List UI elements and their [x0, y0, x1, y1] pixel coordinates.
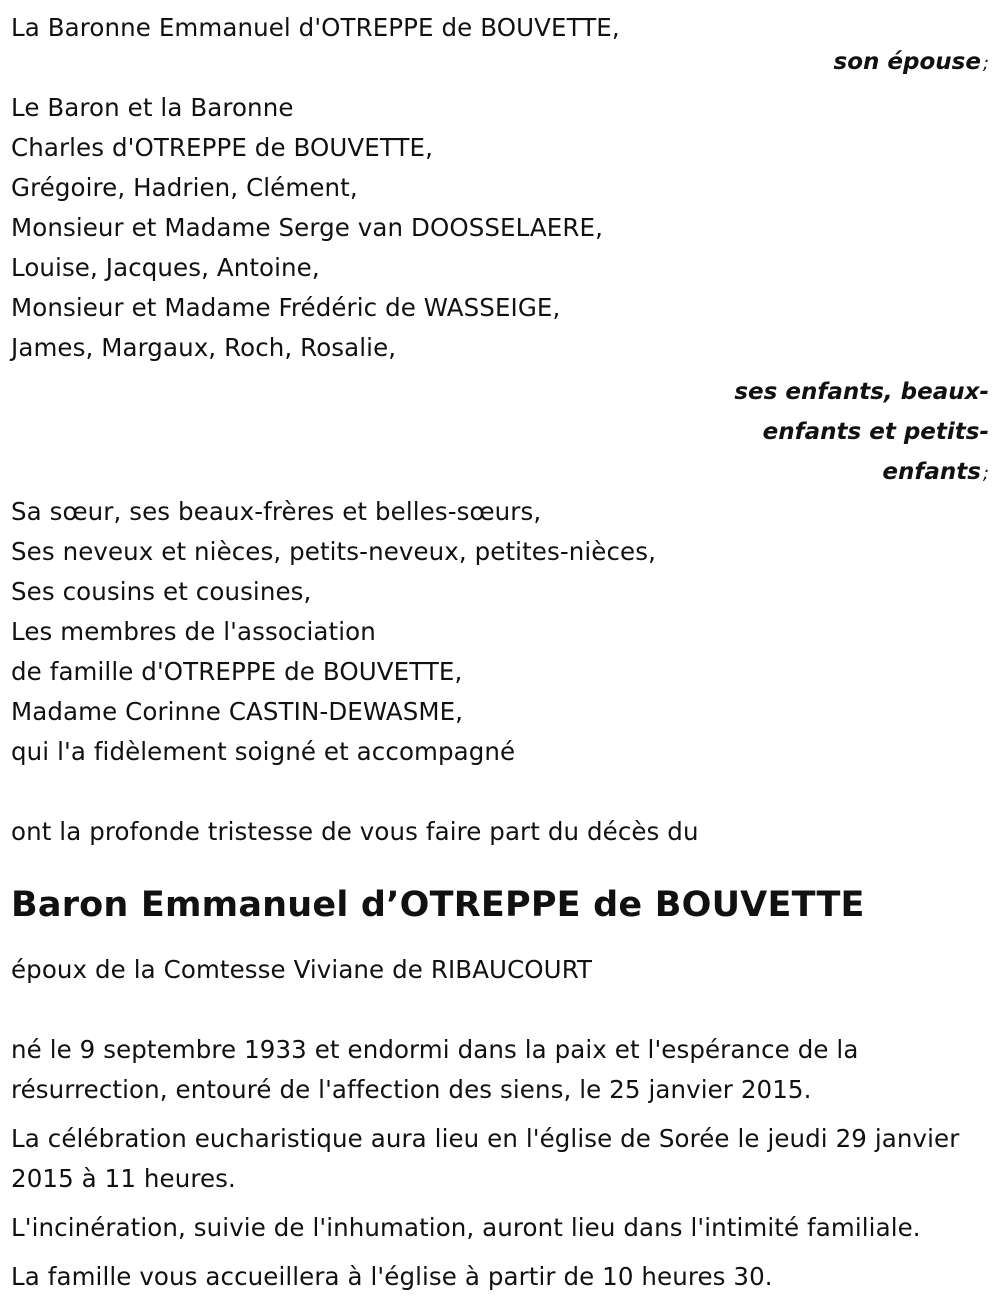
family-line: Ses neveux et nièces, petits-neveux, petites-nièces, — [11, 537, 656, 566]
children-block — [11, 88, 991, 492]
relation-line: enfants et petits- — [762, 419, 989, 445]
family-line: Charles d'OTREPPE de BOUVETTE, — [11, 133, 434, 162]
family-line: de famille d'OTREPPE de BOUVETTE, — [11, 657, 463, 686]
family-line: Madame Corinne CASTIN-DEWASME, — [11, 697, 464, 726]
spouse-relation: son épouse ; — [833, 49, 989, 75]
deceased-name: Baron Emmanuel d’OTREPPE de BOUVETTE — [11, 885, 865, 925]
obituary-notice — [11, 8, 991, 1297]
relation-line: ses enfants, beaux- — [734, 379, 989, 405]
family-line: Grégoire, Hadrien, Clément, — [11, 173, 358, 202]
mass-paragraph: La célébration eucharistique aura lieu en l'église de Sorée le jeudi 29 janvier 2015 à 11 heures. — [11, 1124, 960, 1193]
spouse-block — [11, 8, 991, 82]
family-line: James, Margaux, Roch, Rosalie, — [11, 333, 397, 362]
extended-family-block — [11, 492, 991, 772]
relation-line: enfants ; — [882, 459, 989, 485]
family-line: Ses cousins et cousines, — [11, 577, 312, 606]
cremation-paragraph: L'incinération, suivie de l'inhumation, auront lieu dans l'intimité familiale. — [11, 1213, 921, 1242]
reception-paragraph: La famille vous accueillera à l'église à partir de 10 heures 30. — [11, 1262, 773, 1291]
birth-death-paragraph: né le 9 septembre 1933 et endormi dans la paix et l'espérance de la résurrection, entouré de l'affection des siens, le 25 janvier 2015. — [11, 1035, 859, 1104]
family-line: Monsieur et Madame Frédéric de WASSEIGE, — [11, 293, 561, 322]
announcement: ont la profonde tristesse de vous faire part du décès du — [11, 817, 699, 846]
spouse-name: La Baronne Emmanuel d'OTREPPE de BOUVETTE, — [11, 13, 620, 42]
spouse-of: époux de la Comtesse Viviane de RIBAUCOURT — [11, 955, 593, 984]
family-line: Monsieur et Madame Serge van DOOSSELAERE, — [11, 213, 603, 242]
family-line: Louise, Jacques, Antoine, — [11, 253, 320, 282]
family-line: Le Baron et la Baronne — [11, 93, 294, 122]
family-line: qui l'a fidèlement soigné et accompagné — [11, 737, 516, 766]
details — [11, 1030, 991, 1297]
family-line: Sa sœur, ses beaux-frères et belles-sœurs, — [11, 497, 542, 526]
children-relation — [11, 372, 991, 492]
family-line: Les membres de l'association — [11, 617, 376, 646]
